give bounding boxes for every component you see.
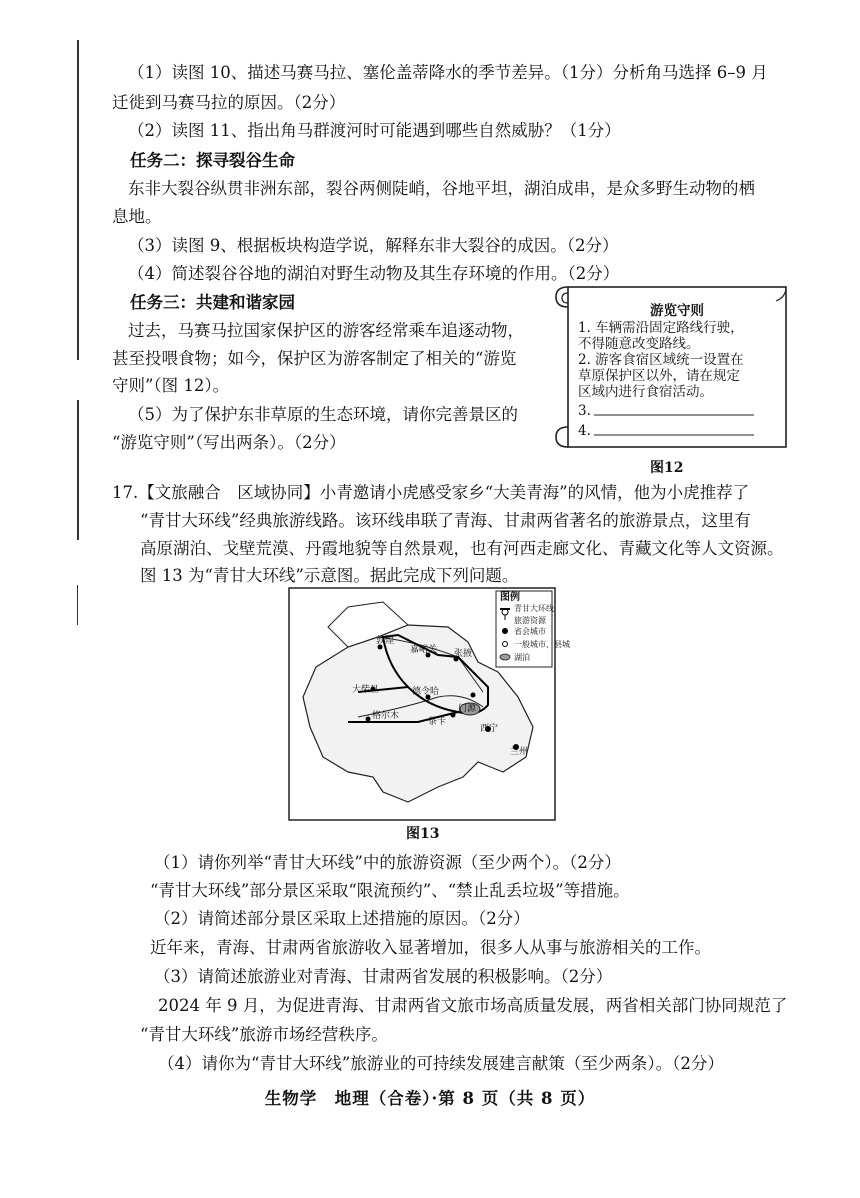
q17-3: （3）请简述旅游业对青海、甘肃两省发展的积极影响。（2分） (154, 967, 613, 986)
q16-1-line1: （1）读图 10、描述马赛马拉、塞伦盖蒂降水的季节差异。（1分）分析角马选择 6–9 月 (128, 63, 768, 82)
task3-text-line2: 甚至投喂食物；如今，保护区为游客制定了相关的“游览 (112, 349, 517, 368)
place-jiayuguan: 嘉峪关 (410, 645, 438, 655)
place-lanzhou: 兰州 (510, 747, 529, 757)
map-legend-title: 图例 (500, 592, 520, 603)
q17-line3: 高原湖泊、戈壁荒漠、丹霞地貌等自然景观，也有河西走廊文化、青藏文化等人文资源。 (140, 539, 784, 558)
legend-route: 青甘大环线 (514, 604, 554, 613)
page-footer: 生物学 地理（合卷）·第 8 页（共 8 页） (264, 1089, 596, 1108)
binding-margin-line (77, 40, 79, 360)
task3-text-line1: 过去，马赛马拉国家保护区的游客经常乘车追逐动物， (128, 321, 524, 340)
q17-1: （1）请你列举“青甘大环线”中的旅游资源（至少两个）。（2分） (154, 853, 621, 872)
legend-lake: 湖泊 (514, 653, 530, 662)
place-delingha: 德令哈 (412, 687, 440, 697)
rule-4: 4. (578, 423, 591, 439)
place-xining: 西宁 (480, 724, 499, 734)
rule-2b: 草原保护区以外，请在规定 (578, 368, 740, 384)
qinggan-loop-map (288, 587, 570, 821)
task2-heading: 任务二：探寻裂谷生命 (130, 151, 295, 170)
rule-3: 3. (578, 403, 591, 419)
q17-2: （2）请简述部分景区采取上述措施的原因。（2分） (154, 909, 530, 928)
q16-5-line1: （5）为了保护东非草原的生态环境，请你完善景区的 (128, 405, 518, 424)
place-zhangye: 张掖 (454, 649, 473, 659)
visitor-rules-scroll (554, 283, 790, 455)
q17-2024-line2: “青甘大环线”旅游市场经营秩序。 (140, 1025, 388, 1044)
figure-13-caption: 图13 (406, 826, 440, 842)
legend-capital: 省会城市 (514, 627, 546, 636)
q16-4: （4）简述裂谷谷地的湖泊对野生动物及其生存环境的作用。（2分） (128, 264, 620, 283)
binding-margin-line (77, 585, 78, 625)
rule-2a: 2. 游客食宿区域统一设置在 (578, 352, 744, 368)
rule-1b: 不得随意改变路线。 (578, 336, 700, 352)
q17-2024-line1: 2024 年 9 月，为促进青海、甘肃两省文旅市场高质量发展，两省相关部门协同规范了 (158, 996, 788, 1015)
task2-text-line2: 息地。 (112, 207, 162, 226)
rules-title: 游览守则 (650, 303, 704, 319)
place-menyuan: 门源 (458, 704, 477, 714)
q17-4: （4）请你为“青甘大环线”旅游业的可持续发展建言献策（至少两条）。（2分） (158, 1054, 724, 1073)
place-dachaidan: 大柴旦 (352, 685, 380, 695)
q16-1-line2: 迁徙到马赛马拉的原因。（2分） (112, 93, 346, 112)
q17-line4: 图 13 为“青甘大环线”示意图。据此完成下列问题。 (140, 566, 519, 585)
task3-text-line3: 守则”（图 12）。 (112, 376, 230, 395)
q16-5-line2: “游览守则”（写出两条）。（2分） (112, 433, 346, 452)
binding-margin-line (77, 400, 79, 540)
q17-line1: 17.【文旅融合 区域协同】小青邀请小虎感受家乡“大美青海”的风情，他为小虎推荐了 (112, 483, 750, 502)
rule-2c: 区域内进行食宿活动。 (578, 384, 713, 400)
q16-3: （3）读图 9、根据板块构造学说，解释东非大裂谷的成因。（2分） (128, 236, 619, 255)
task2-text-line1: 东非大裂谷纵贯非洲东部，裂谷两侧陡峭，谷地平坦，湖泊成串，是众多野生动物的栖 (128, 179, 755, 198)
place-golmud: 格尔木 (372, 711, 400, 721)
legend-city: 一般城市、县城 (514, 640, 570, 649)
q17-income: 近年来，青海、甘肃两省旅游收入显著增加，很多人从事与旅游相关的工作。 (150, 938, 711, 957)
rule-1a: 1. 车辆需沿固定路线行驶， (578, 320, 744, 336)
task3-heading: 任务三：共建和谐家园 (130, 293, 295, 312)
q17-measures: “青甘大环线”部分景区采取“限流预约”、“禁止乱丢垃圾”等措施。 (150, 881, 630, 900)
figure-12-caption: 图12 (650, 460, 684, 476)
place-dunhuang: 敦煌 (376, 636, 395, 646)
q16-2: （2）读图 11、指出角马群渡河时可能遇到哪些自然威胁？（1分） (128, 121, 621, 140)
q17-line2: “青甘大环线”经典旅游线路。该环线串联了青海、甘肃两省著名的旅游景点，这里有 (140, 511, 751, 530)
legend-resource: 旅游资源 (514, 616, 546, 625)
place-chaka: 茶卡 (428, 717, 447, 727)
